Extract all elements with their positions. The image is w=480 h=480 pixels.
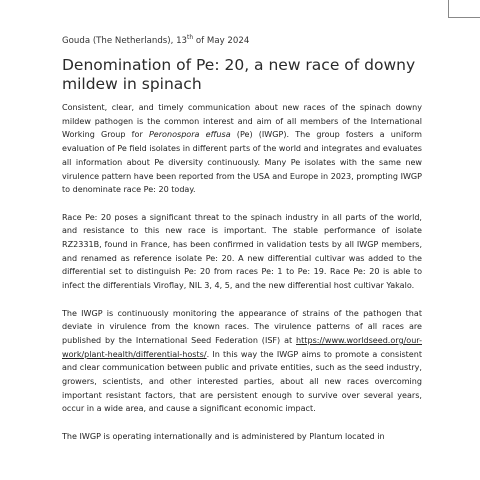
dateline-ordinal: th bbox=[187, 34, 194, 41]
paragraph-1-text-b: (Pe) (IWGP). The group fosters a uniform evaluation of Pe field isolates in different parts of the world and integrates and evaluates all information about Pe diversity continuously. Many Pe isolates with the same new virulence pattern have been reported from the USA and Europe in 2023, prompting IWGP to denominate race Pe: 20 today. bbox=[62, 130, 422, 195]
dateline-rest: of May 2024 bbox=[193, 35, 250, 46]
document-title: Denomination of Pe: 20, a new race of downy mildew in spinach bbox=[62, 56, 416, 93]
paragraph-3 bbox=[62, 307, 422, 417]
document-body bbox=[62, 101, 422, 457]
corner-mark-vertical bbox=[448, 0, 449, 18]
corner-mark-horizontal bbox=[448, 17, 480, 18]
paragraph-3-text-a: The IWGP is continuously monitoring the appearance of strains of the pathogen that deviate in virulence from the known races. The virulence patterns of all races are published by the International Seed Federation (ISF) at bbox=[62, 308, 422, 345]
paragraph-1 bbox=[62, 101, 422, 197]
paragraph-2: Race Pe: 20 poses a significant threat to the spinach industry in all parts of the world, and resistance to this new race is important. The stable performance of isolate RZ2331B, found in France, has been confirmed in validation tests by all IWGP members, and renamed as reference isolate Pe: 20. A new differential cultivar was added to the differential set to distinguish Pe: 20 from races Pe: 1 to Pe: 19. Race Pe: 20 is able to infect the differentials Viroflay, NIL 3, 4, 5, and the new differential host cultivar Yakalo. bbox=[62, 212, 422, 291]
dateline bbox=[62, 34, 249, 46]
dateline-place: Gouda (The Netherlands), 13 bbox=[62, 35, 188, 46]
paragraph-1-text-a: Consistent, clear, and timely communication about new races of the spinach downy mildew pathogen is the common interest and aim of all members of the International Working Group for bbox=[62, 103, 422, 140]
species-name: Peronospora effusa bbox=[148, 130, 231, 140]
paragraph-4: The IWGP is operating internationally and is administered by Plantum located in bbox=[62, 431, 385, 441]
paragraph-3-text-b: . In this way the IWGP aims to promote a consistent and clear communication between public and private entities, such as the seed industry, growers, scientists, and other interested parties, about all new races overcoming important resistant factors, that are persistent enough to survive over several years, occur in a wide area, and cause a significant economic impact. bbox=[62, 349, 422, 414]
worldseed-link[interactable]: https://www.worldseed.org/our-work/plant-health/differential-hosts/ bbox=[62, 335, 422, 359]
